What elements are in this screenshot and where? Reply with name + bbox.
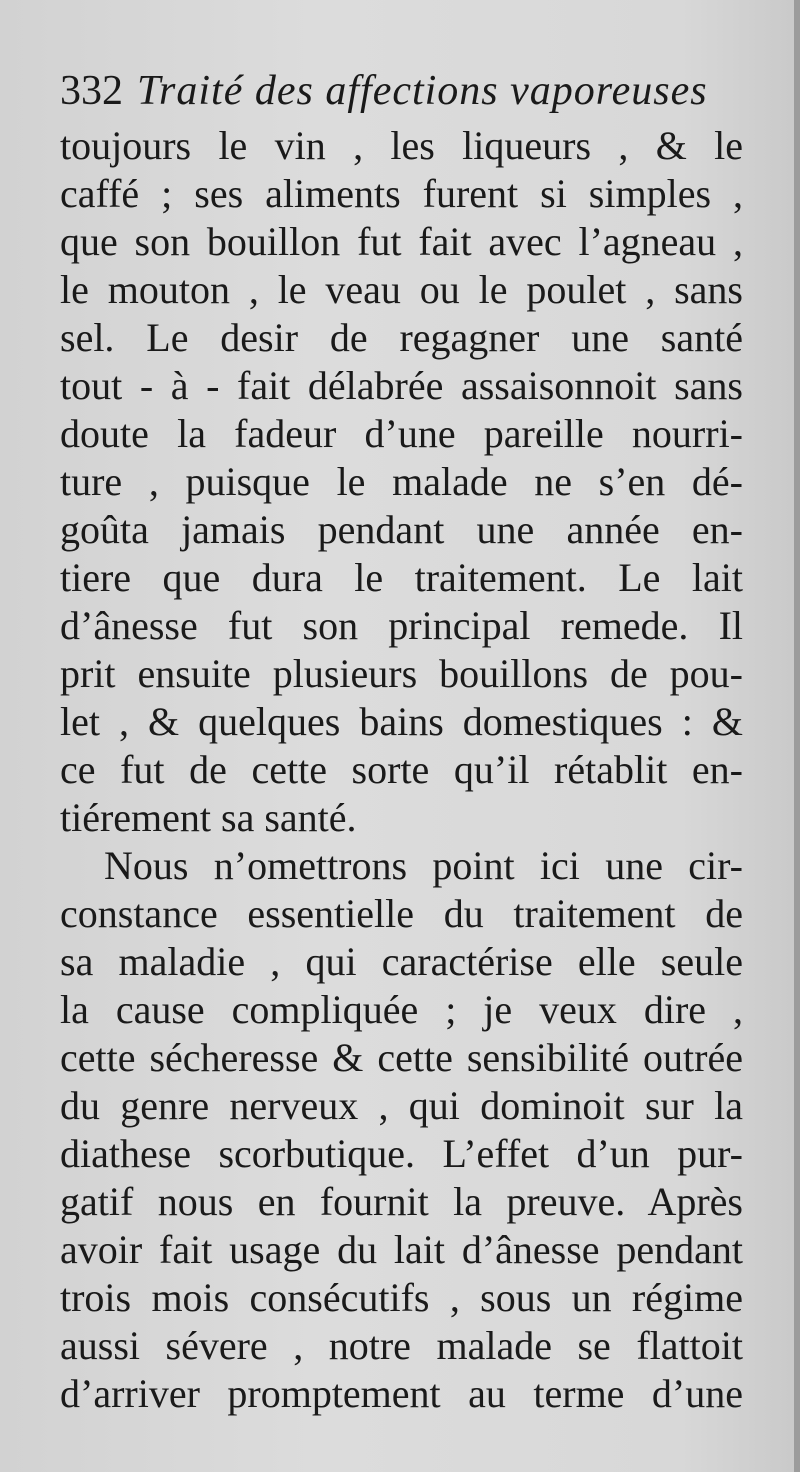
page-header <box>60 60 760 122</box>
text-line: du genre nerveux , qui dominoit sur la <box>60 1083 743 1128</box>
text-line: trois mois consécutifs , sous un régime <box>60 1275 743 1320</box>
text-line: goûta jamais pendant une année en- <box>60 507 743 552</box>
text-line: avoir fait usage du lait d’ânesse pendant <box>60 1227 743 1272</box>
text-line: sel. Le desir de regagner une santé <box>60 315 743 360</box>
text-line: toujours le vin , les liqueurs , & le <box>60 123 743 168</box>
text-line: let , & quelques bains domestiques : & <box>60 699 743 744</box>
text-line: gatif nous en fournit la preuve. Après <box>60 1179 743 1224</box>
text-line: doute la fadeur d’une pareille nourri- <box>60 411 743 456</box>
text-line: que son bouillon fut fait avec l’agneau , <box>60 219 743 264</box>
page-number: 332 <box>60 68 123 114</box>
text-line: cette sécheresse & cette sensibilité outrée <box>60 1035 743 1080</box>
text-line: aussi sévere , notre malade se flattoit <box>60 1323 743 1368</box>
text-line: constance essentielle du traitement de <box>60 891 743 936</box>
text-line: caffé ; ses aliments furent si simples , <box>60 171 743 216</box>
text-line: sa maladie , qui caractérise elle seule <box>60 939 743 984</box>
text-line: le mouton , le veau ou le poulet , sans <box>60 267 743 312</box>
paragraph-end-line: tiérement sa santé. <box>60 795 357 840</box>
body-text <box>60 122 743 1418</box>
running-title: Traité des affections vaporeuses <box>137 68 708 114</box>
text-line: la cause compliquée ; je veux dire , <box>60 987 743 1032</box>
paragraph-start-line: Nous n’omettrons point ici une cir- <box>104 843 743 888</box>
text-line: prit ensuite plusieurs bouillons de pou- <box>60 651 743 696</box>
text-line: d’arriver promptement au terme d’une <box>60 1371 743 1416</box>
text-line: ture , puisque le malade ne s’en dé- <box>60 459 743 504</box>
text-line: d’ânesse fut son principal remede. Il <box>60 603 743 648</box>
text-line: tiere que dura le traitement. Le lait <box>60 555 743 600</box>
text-line: diathese scorbutique. L’effet d’un pur- <box>60 1131 743 1176</box>
text-line: tout - à - fait délabrée assaisonnoit sans <box>60 363 743 408</box>
text-line: ce fut de cette sorte qu’il rétablit en- <box>60 747 743 792</box>
